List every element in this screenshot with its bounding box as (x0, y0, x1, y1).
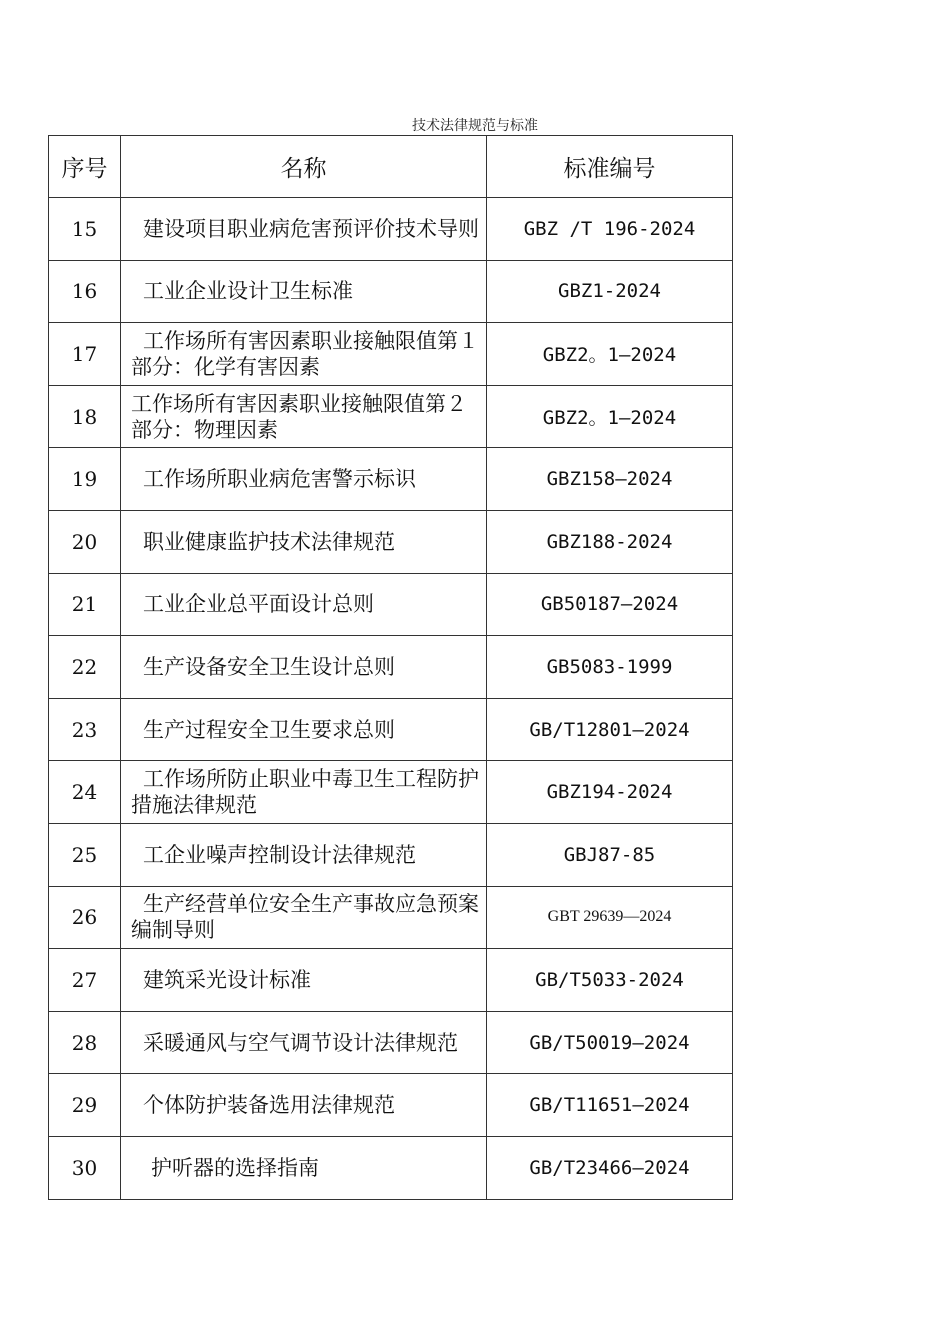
table-row (49, 698, 733, 761)
row-code: GB/T50019—2024 (487, 1011, 733, 1074)
table-row (49, 260, 733, 323)
row-name: 建筑采光设计标准 (121, 949, 487, 1012)
row-number: 17 (49, 323, 121, 386)
row-number: 27 (49, 949, 121, 1012)
row-number: 28 (49, 1011, 121, 1074)
table-row (49, 886, 733, 949)
header-standard-code: 标准编号 (487, 136, 733, 198)
row-number: 30 (49, 1136, 121, 1199)
standards-table (48, 135, 733, 1200)
table-row (49, 1074, 733, 1137)
table-row (49, 510, 733, 573)
table-row (49, 761, 733, 824)
row-name: 工作场所有害因素职业接触限值第１部分：化学有害因素 (121, 323, 487, 386)
row-number: 18 (49, 385, 121, 448)
table-row (49, 198, 733, 261)
table-row (49, 323, 733, 386)
row-name: 工作场所有害因素职业接触限值第２部分：物理因素 (121, 385, 487, 448)
table-row (49, 1011, 733, 1074)
row-name: 职业健康监护技术法律规范 (121, 510, 487, 573)
row-number: 29 (49, 1074, 121, 1137)
row-number: 23 (49, 698, 121, 761)
table-row (49, 448, 733, 511)
row-number: 24 (49, 761, 121, 824)
row-code: GB/T23466—2024 (487, 1136, 733, 1199)
document-title: 技术法律规范与标准 (412, 118, 538, 134)
table-row (49, 949, 733, 1012)
header-name: 名称 (121, 136, 487, 198)
header-serial-number: 序号 (49, 136, 121, 198)
row-code: GB/T5033-2024 (487, 949, 733, 1012)
row-name: 生产过程安全卫生要求总则 (121, 698, 487, 761)
row-name: 工企业噪声控制设计法律规范 (121, 823, 487, 886)
row-code: GB50187—2024 (487, 573, 733, 636)
row-name: 建设项目职业病危害预评价技术导则 (121, 198, 487, 261)
table-row (49, 573, 733, 636)
row-name: 采暖通风与空气调节设计法律规范 (121, 1011, 487, 1074)
row-code: GBZ1-2024 (487, 260, 733, 323)
table-row (49, 636, 733, 699)
row-code: GBZ194-2024 (487, 761, 733, 824)
table-row (49, 823, 733, 886)
row-number: 15 (49, 198, 121, 261)
row-number: 25 (49, 823, 121, 886)
row-code: GB5083-1999 (487, 636, 733, 699)
row-name: 生产经营单位安全生产事故应急预案编制导则 (121, 886, 487, 949)
table-row (49, 1136, 733, 1199)
row-code: GBZ2。1—2024 (487, 385, 733, 448)
row-code: GBZ /T 196-2024 (487, 198, 733, 261)
row-code: GB/T11651—2024 (487, 1074, 733, 1137)
row-code: GBZ188-2024 (487, 510, 733, 573)
row-name: 工作场所职业病危害警示标识 (121, 448, 487, 511)
row-number: 22 (49, 636, 121, 699)
row-name: 护听器的选择指南 (121, 1136, 487, 1199)
row-code: GBT 29639—2024 (487, 886, 733, 949)
row-number: 26 (49, 886, 121, 949)
row-name: 工业企业设计卫生标准 (121, 260, 487, 323)
row-number: 16 (49, 260, 121, 323)
row-number: 20 (49, 510, 121, 573)
row-name: 工业企业总平面设计总则 (121, 573, 487, 636)
row-code: GB/T12801—2024 (487, 698, 733, 761)
row-number: 19 (49, 448, 121, 511)
row-code: GBJ87-85 (487, 823, 733, 886)
row-name: 个体防护装备选用法律规范 (121, 1074, 487, 1137)
row-name: 工作场所防止职业中毒卫生工程防护措施法律规范 (121, 761, 487, 824)
row-number: 21 (49, 573, 121, 636)
row-code: GBZ2。1—2024 (487, 323, 733, 386)
table-row (49, 385, 733, 448)
row-code: GBZ158—2024 (487, 448, 733, 511)
row-name: 生产设备安全卫生设计总则 (121, 636, 487, 699)
table-header-row (49, 136, 733, 198)
